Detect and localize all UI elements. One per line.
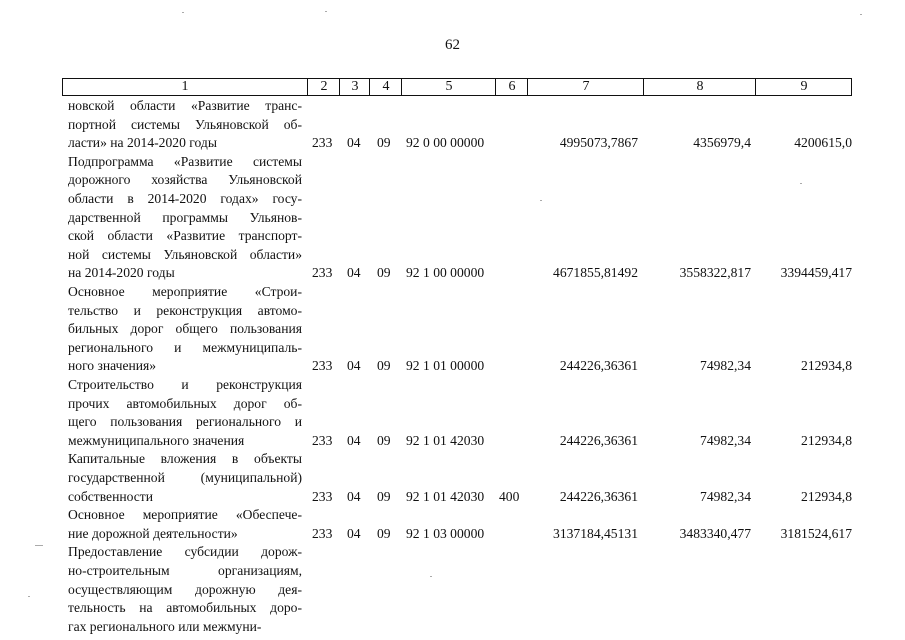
cell-c3: 04 — [347, 488, 361, 504]
cell-c9: 3394459,417 — [780, 265, 852, 281]
description-line: тельность на автомобильных доро- — [68, 600, 302, 616]
cell-c8: 74982,34 — [700, 488, 751, 504]
cell-c2: 233 — [312, 265, 333, 281]
description-line: Капитальные вложения в объекты — [68, 451, 302, 467]
cell-c2: 233 — [312, 432, 333, 448]
scan-speck — [800, 183, 802, 184]
cell-c2: 233 — [312, 488, 333, 504]
scan-speck — [860, 14, 862, 15]
row-description — [68, 450, 302, 506]
description-line: осуществляющим дорожную дея- — [68, 581, 302, 597]
description-line: государственной (муниципальной) — [68, 469, 302, 485]
scan-speck — [28, 596, 30, 597]
cell-c2: 233 — [312, 525, 333, 541]
cell-c5: 92 1 01 42030 — [406, 488, 485, 504]
description-line: прочих автомобильных дорог об- — [68, 395, 302, 411]
header-col-7: 7 — [527, 79, 644, 95]
cell-c3: 04 — [347, 432, 361, 448]
cell-c5: 92 1 03 00000 — [406, 525, 485, 541]
description-line: бильных дорог общего пользования — [68, 321, 302, 337]
cell-c5: 92 1 00 00000 — [406, 265, 485, 281]
table-row — [0, 506, 905, 543]
description-line: новской области «Развитие транс- — [68, 98, 302, 113]
cell-c4: 09 — [377, 265, 391, 281]
scan-speck — [430, 576, 432, 577]
cell-c8: 3483340,477 — [679, 525, 751, 541]
cell-c8: 4356979,4 — [693, 135, 751, 151]
description-line: Строительство и реконструкция — [68, 377, 302, 392]
cell-c3: 04 — [347, 525, 361, 541]
cell-c9: 212934,8 — [801, 358, 852, 374]
cell-c7: 4995073,7867 — [559, 135, 638, 151]
cell-c8: 74982,34 — [700, 432, 751, 448]
header-col-4: 4 — [369, 79, 402, 95]
description-line: гах регионального или межмуни- — [68, 618, 262, 634]
cell-c8: 74982,34 — [700, 358, 751, 374]
description-line: дорожного хозяйства Ульяновской — [68, 172, 302, 188]
description-line: дарственной программы Ульянов- — [68, 209, 302, 225]
scan-speck — [325, 11, 327, 12]
cell-c5: 92 1 01 42030 — [406, 432, 485, 448]
header-col-3: 3 — [339, 79, 370, 95]
scan-speck — [182, 12, 184, 13]
row-description — [68, 97, 302, 153]
cell-c9: 212934,8 — [801, 488, 852, 504]
cell-c2: 233 — [312, 135, 333, 151]
description-line: на 2014-2020 годы — [68, 265, 175, 281]
cell-c7: 244226,36361 — [559, 432, 638, 448]
description-line: ной системы Ульяновской области» — [68, 246, 302, 262]
cell-c3: 04 — [347, 358, 361, 374]
cell-c4: 09 — [377, 432, 391, 448]
cell-c4: 09 — [377, 525, 391, 541]
description-line: ской области «Развитие транспорт- — [68, 228, 302, 244]
cell-c5: 92 1 01 00000 — [406, 358, 485, 374]
header-col-8: 8 — [643, 79, 756, 95]
cell-c5: 92 0 00 00000 — [406, 135, 485, 151]
row-description — [68, 283, 302, 376]
cell-c7: 244226,36361 — [559, 358, 638, 374]
row-description — [68, 543, 302, 636]
row-description — [68, 506, 302, 543]
table-header — [62, 78, 852, 96]
cell-c4: 09 — [377, 135, 391, 151]
cell-c7: 244226,36361 — [559, 488, 638, 504]
table-row — [0, 97, 905, 153]
cell-c9: 212934,8 — [801, 432, 852, 448]
header-col-6: 6 — [495, 79, 528, 95]
description-line: Предоставление субсидии дорож- — [68, 544, 302, 560]
cell-c3: 04 — [347, 135, 361, 151]
description-line: межмуниципального значения — [68, 432, 245, 448]
page-number: 62 — [445, 37, 460, 53]
cell-c7: 4671855,81492 — [553, 265, 638, 281]
header-col-1: 1 — [181, 79, 189, 94]
header-col-5: 5 — [401, 79, 496, 95]
cell-c9: 4200615,0 — [794, 135, 852, 151]
table-row — [0, 283, 905, 376]
description-line: тельство и реконструкция автомо- — [68, 302, 302, 318]
header-col-9: 9 — [755, 79, 852, 95]
table-row — [0, 153, 905, 283]
description-line: Подпрограмма «Развитие системы — [68, 153, 302, 169]
description-line: Основное мероприятие «Обеспече- — [68, 507, 302, 523]
description-line: щего пользования регионального и — [68, 414, 302, 430]
cell-c8: 3558322,817 — [679, 265, 751, 281]
row-description — [68, 376, 302, 450]
table-row — [0, 543, 905, 636]
description-line: ного значения» — [68, 358, 157, 374]
table-row — [0, 450, 905, 506]
scan-speck — [540, 200, 542, 201]
description-line: области в 2014-2020 годах» госу- — [68, 190, 302, 206]
description-line: регионального и межмуниципаль- — [68, 339, 302, 355]
cell-c9: 3181524,617 — [780, 525, 852, 541]
description-line: собственности — [68, 488, 154, 504]
scan-speck — [35, 545, 43, 546]
cell-c3: 04 — [347, 265, 361, 281]
description-line: ние дорожной деятельности» — [68, 525, 238, 541]
cell-c4: 09 — [377, 358, 391, 374]
cell-c4: 09 — [377, 488, 391, 504]
header-col-2: 2 — [307, 79, 340, 95]
cell-c7: 3137184,45131 — [553, 525, 638, 541]
description-line: но-строительным организациям, — [68, 562, 302, 578]
row-description — [68, 153, 302, 283]
description-line: портной системы Ульяновской об- — [68, 116, 302, 132]
description-line: Основное мероприятие «Строи- — [68, 284, 302, 299]
cell-c6: 400 — [499, 488, 520, 504]
description-line: ласти» на 2014-2020 годы — [68, 135, 217, 151]
cell-c2: 233 — [312, 358, 333, 374]
table-row — [0, 376, 905, 450]
